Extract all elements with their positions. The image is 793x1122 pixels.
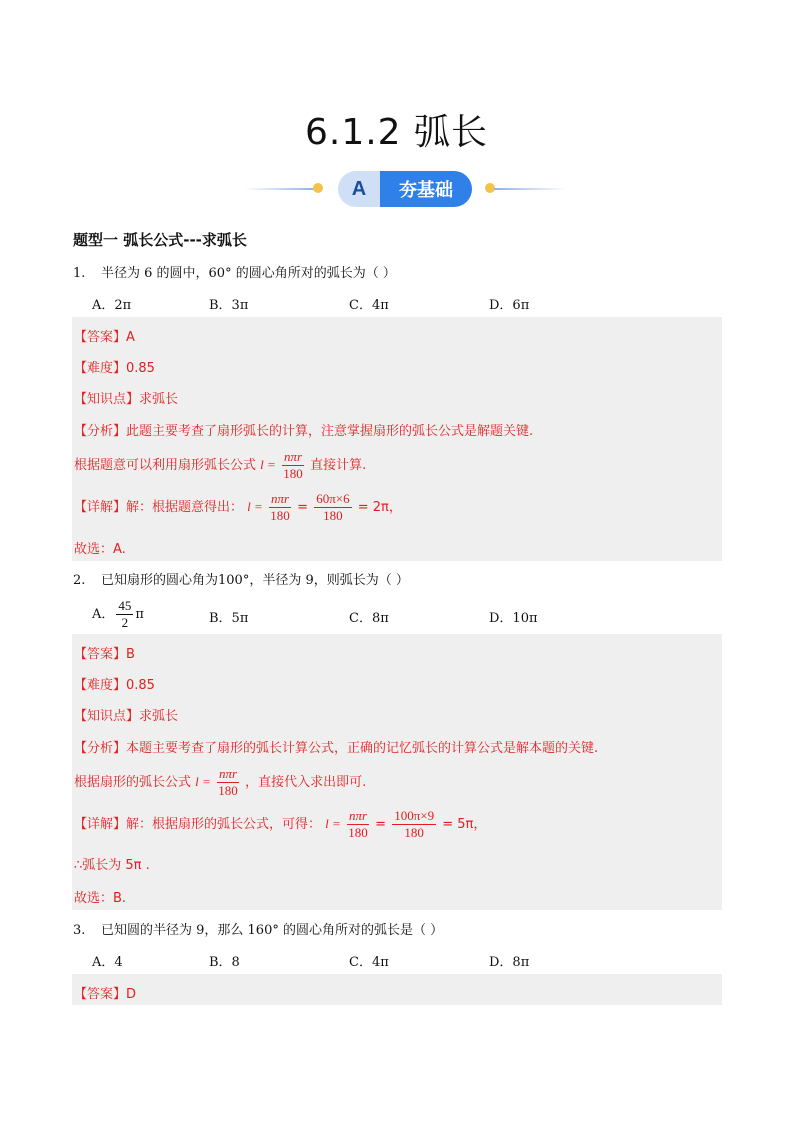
detail-result: = 5π， <box>442 817 487 832</box>
extra-line: ∴弧长为 5π . <box>74 858 150 873</box>
option-b: B．3π <box>209 298 249 313</box>
fraction-denominator: 180 <box>323 508 343 523</box>
detail-line <box>74 808 486 841</box>
analysis-line: 【分析】此题主要考查了扇形弧长的计算，注意掌握扇形的弧长公式是解题关键. <box>74 424 534 439</box>
question-3-stem <box>73 919 443 938</box>
fraction-numerator: 60π×6 <box>316 491 350 506</box>
detail-prefix: 【详解】解：根据题意得出： <box>74 500 244 515</box>
detail-prefix: 【详解】解：根据扇形的弧长公式，可得： <box>74 817 322 832</box>
conclusion-line: 故选：B. <box>74 891 127 906</box>
option-a: A．2π <box>92 298 132 313</box>
answer-line: 【答案】D <box>74 987 137 1002</box>
answer-line: 【答案】A <box>74 330 135 345</box>
method-suffix: ，直接代入求出即可. <box>245 775 367 790</box>
fraction-numerator: nπr <box>218 766 238 781</box>
question-2-solution-box <box>72 634 722 910</box>
option-b: B．8 <box>209 955 240 970</box>
method-line <box>74 449 366 482</box>
formula-lhs: l = <box>195 774 211 789</box>
question-text: 已知扇形的圆心角为100°，半径为 9，则弧长为（ ） <box>101 573 409 588</box>
detail-fraction-1 <box>269 491 291 524</box>
question-number: 1. <box>73 266 86 281</box>
option-a <box>92 598 144 631</box>
option-a-fraction <box>116 598 133 631</box>
method-prefix: 根据题意可以利用扇形弧长公式 <box>74 458 257 473</box>
option-c: C．4π <box>349 298 389 313</box>
analysis-line: 【分析】本题主要考查了扇形的弧长计算公式，正确的记忆弧长的计算公式是解本题的关键. <box>74 741 599 756</box>
fraction-numerator: nπr <box>348 808 368 823</box>
knowledge-line: 【知识点】求弧长 <box>74 392 179 407</box>
option-c: C．4π <box>349 955 389 970</box>
option-c: C．8π <box>349 611 389 626</box>
question-1-stem <box>73 262 396 281</box>
detail-fraction-2 <box>392 808 436 841</box>
formula-lhs: l = <box>260 457 276 472</box>
equals-sign: = <box>375 817 387 832</box>
difficulty-line: 【难度】0.85 <box>74 361 155 376</box>
banner-letter: A <box>338 171 380 207</box>
fraction-denominator: 2 <box>121 615 129 630</box>
question-1-solution-box <box>72 317 722 561</box>
detail-fraction-1 <box>347 808 369 841</box>
fraction-denominator: 180 <box>270 508 290 523</box>
detail-lhs: l = <box>325 816 341 831</box>
option-d: D．8π <box>489 955 530 970</box>
conclusion-line: 故选：A. <box>74 542 126 557</box>
detail-lhs: l = <box>247 499 263 514</box>
question-number: 3. <box>73 923 86 938</box>
formula-fraction <box>282 449 304 482</box>
method-line <box>74 766 366 799</box>
fraction-numerator: 45 <box>118 598 132 613</box>
fraction-denominator: 180 <box>218 783 238 798</box>
section-title: 题型一 弧长公式---求弧长 <box>73 231 247 249</box>
question-2-options <box>92 598 712 634</box>
banner-left-line <box>244 188 316 190</box>
fraction-denominator: 180 <box>404 825 424 840</box>
fraction-denominator: 180 <box>348 825 368 840</box>
difficulty-line: 【难度】0.85 <box>74 678 155 693</box>
equals-sign: = <box>297 500 309 515</box>
method-prefix: 根据扇形的弧长公式 <box>74 775 192 790</box>
knowledge-line: 【知识点】求弧长 <box>74 709 179 724</box>
option-b: B．5π <box>209 611 249 626</box>
fraction-denominator: 180 <box>283 466 303 481</box>
method-suffix: 直接计算. <box>310 458 367 473</box>
detail-fraction-2 <box>314 491 351 524</box>
option-d: D．10π <box>489 611 538 626</box>
fraction-numerator: nπr <box>283 449 303 464</box>
option-a-tail: π <box>135 607 144 622</box>
question-number: 2. <box>73 573 86 588</box>
section-banner <box>0 170 793 208</box>
option-d: D．6π <box>489 298 530 313</box>
fraction-numerator: nπr <box>270 491 290 506</box>
detail-line <box>74 491 402 524</box>
banner-pill <box>338 171 472 207</box>
question-3-solution-box <box>72 974 722 1005</box>
option-a: A．4 <box>92 955 123 970</box>
detail-result: = 2π， <box>357 500 402 515</box>
formula-fraction <box>217 766 239 799</box>
banner-right-line <box>494 188 566 190</box>
page-title: 6.1.2 弧长 <box>304 112 489 153</box>
question-2-stem <box>73 569 409 588</box>
option-a-label: A． <box>92 607 115 622</box>
question-text: 半径为 6 的圆中，60° 的圆心角所对的弧长为（ ） <box>101 266 396 281</box>
banner-label: 夯基础 <box>380 171 472 207</box>
fraction-numerator: 100π×9 <box>394 808 435 823</box>
question-text: 已知圆的半径为 9，那么 160° 的圆心角所对的弧长是（ ） <box>101 923 444 938</box>
banner-left-dot <box>313 183 323 193</box>
answer-line: 【答案】B <box>74 647 135 662</box>
